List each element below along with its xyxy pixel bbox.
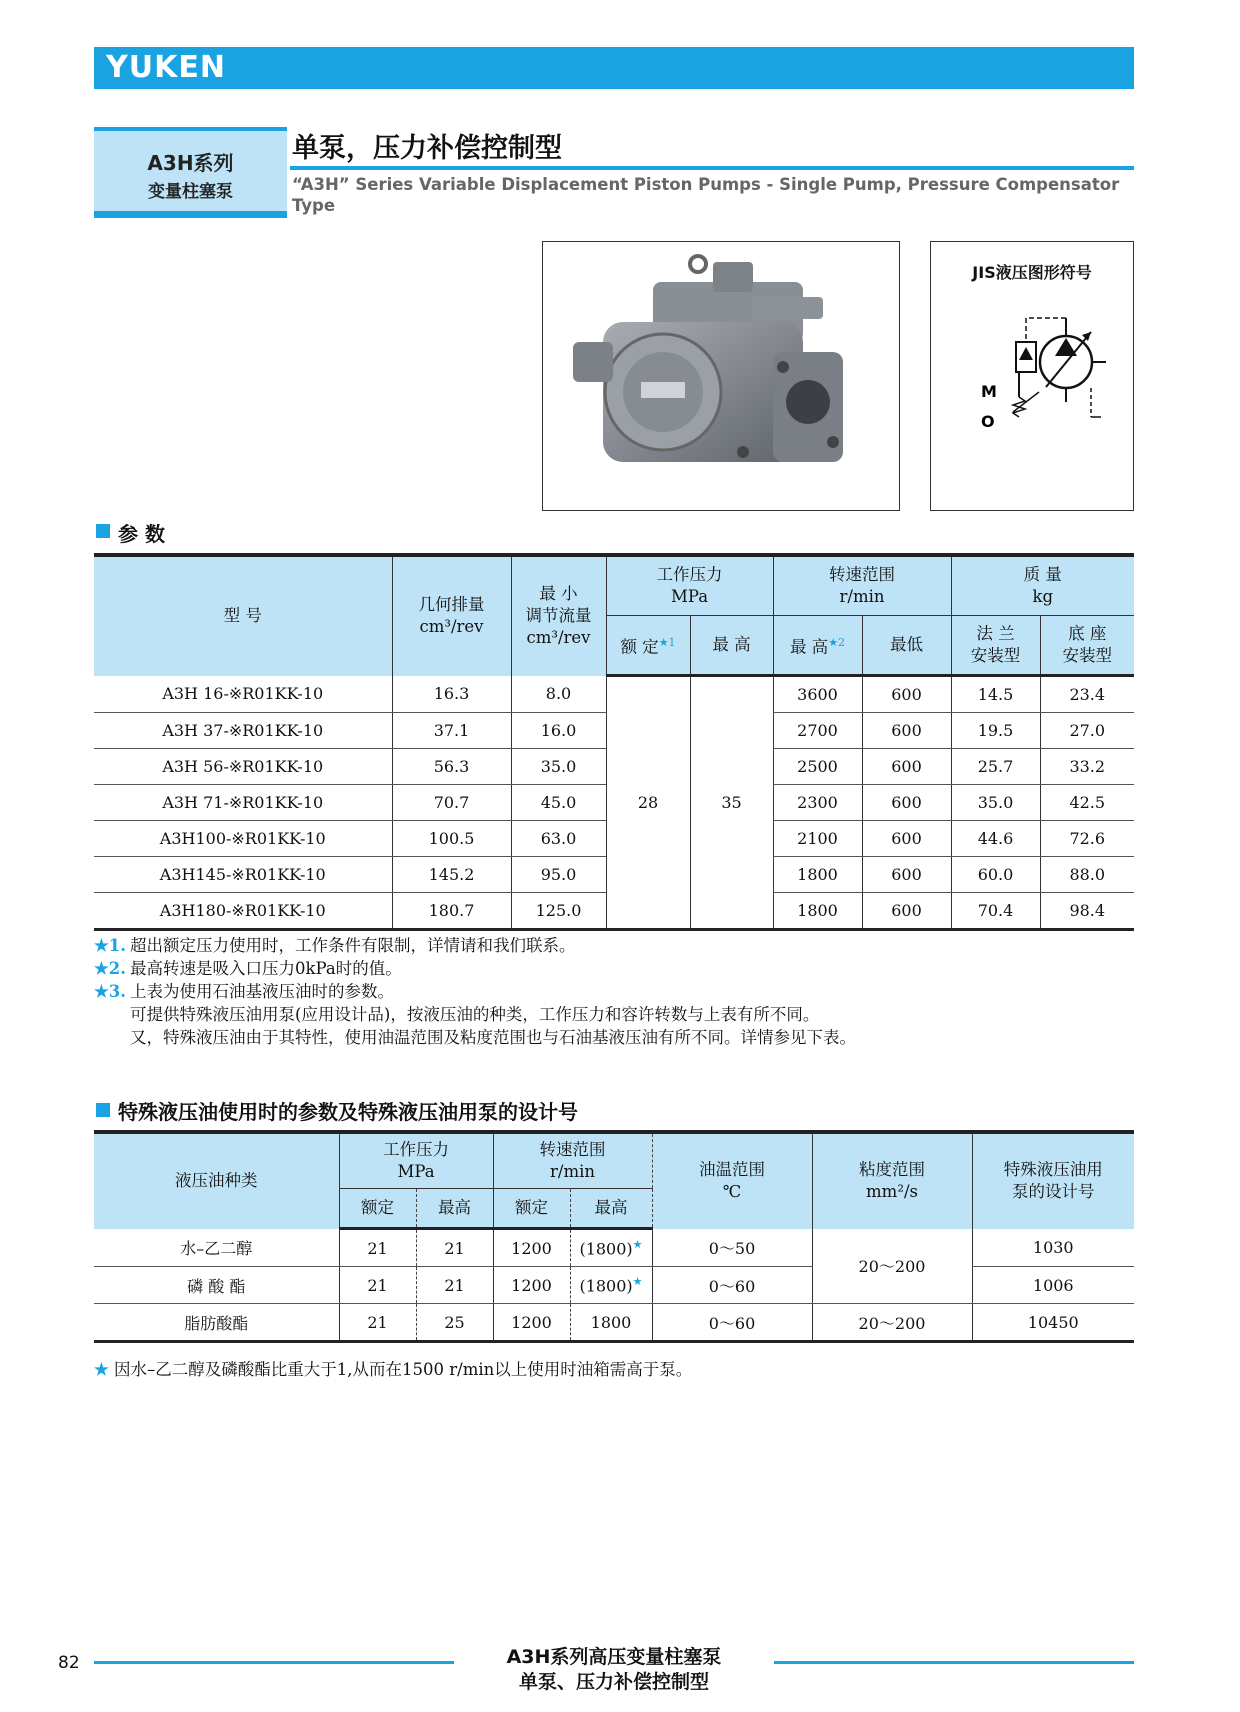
min-speed-cell: 600 <box>862 713 951 749</box>
note-text: 可提供特殊液压油用泵(应用设计品)，按液压油的种类，工作压力和容许转数与上表有所不同。 <box>130 1005 820 1024</box>
max-pressure-cell: 25 <box>416 1304 493 1342</box>
base-mass-cell: 72.6 <box>1040 821 1134 857</box>
base-mass-cell: 33.2 <box>1040 749 1134 785</box>
special-fluid-table <box>94 1130 1134 1343</box>
note-mark: ★1. <box>94 936 127 955</box>
oil-temp-cell: 0～50 <box>652 1229 812 1267</box>
footer-rule-right <box>774 1661 1134 1664</box>
fluid-cell: 水–乙二醇 <box>94 1229 339 1267</box>
max-speed-cell: 1800 <box>773 893 862 930</box>
header-fluid-type: 液压油种类 <box>94 1132 339 1229</box>
flange-mass-cell: 44.6 <box>951 821 1040 857</box>
pump-photo-icon <box>543 242 899 510</box>
header-base-mount: 底 座 安装型 <box>1040 616 1134 676</box>
note-line <box>94 980 1134 1003</box>
viscosity-cell: 20～200 <box>812 1229 972 1304</box>
header-mass: 质 量 kg <box>951 555 1134 616</box>
model-cell: A3H100-※R01KK-10 <box>94 821 392 857</box>
fluid-cell: 磷 酸 酯 <box>94 1267 339 1304</box>
flange-mass-cell: 19.5 <box>951 713 1040 749</box>
header-pressure: 工作压力 MPa <box>339 1132 493 1189</box>
pump-photo <box>542 241 900 511</box>
base-mass-cell: 23.4 <box>1040 676 1134 713</box>
rated-pressure-cell: 28 <box>606 676 690 930</box>
page-number: 82 <box>58 1653 80 1673</box>
header-min-flow: 最 小 调节流量 cm³/rev <box>511 555 606 676</box>
hydraulic-symbol-icon <box>951 302 1121 452</box>
design-number-cell: 1006 <box>972 1267 1134 1304</box>
header-displacement: 几何排量 cm³/rev <box>392 555 511 676</box>
header-rated-speed: 额定 <box>493 1189 570 1229</box>
model-cell: A3H 16-※R01KK-10 <box>94 676 392 713</box>
max-speed-cell: 2700 <box>773 713 862 749</box>
min-flow-cell: 63.0 <box>511 821 606 857</box>
symbol-label-m: M <box>981 382 997 401</box>
max-speed-cell: 3600 <box>773 676 862 713</box>
note-line <box>94 957 1134 980</box>
min-speed-cell: 600 <box>862 749 951 785</box>
page-title: 单泵，压力补偿控制型 <box>292 133 562 164</box>
note-line <box>94 1026 1134 1049</box>
section-marker <box>96 524 110 538</box>
max-speed-value: (1800) <box>579 1239 633 1259</box>
min-speed-cell: 600 <box>862 893 951 930</box>
header-speed: 转速范围 r/min <box>773 555 951 616</box>
displacement-cell: 100.5 <box>392 821 511 857</box>
footnote-star: ★ <box>632 1274 643 1288</box>
header-max-speed: 最高 <box>570 1189 652 1229</box>
model-cell: A3H145-※R01KK-10 <box>94 857 392 893</box>
min-flow-cell: 16.0 <box>511 713 606 749</box>
displacement-cell: 16.3 <box>392 676 511 713</box>
note-text: 因水–乙二醇及磷酸酯比重大于1,从而在1500 r/min以上使用时油箱需高于泵。 <box>114 1360 693 1379</box>
displacement-cell: 37.1 <box>392 713 511 749</box>
displacement-cell: 145.2 <box>392 857 511 893</box>
min-speed-cell: 600 <box>862 857 951 893</box>
series-type: 变量柱塞泵 <box>148 182 233 202</box>
model-cell: A3H 71-※R01KK-10 <box>94 785 392 821</box>
header-max-pressure: 最 高 <box>690 616 773 676</box>
min-speed-cell: 600 <box>862 821 951 857</box>
max-speed-cell: 1800 <box>773 857 862 893</box>
max-speed-value: (1800) <box>579 1276 633 1296</box>
rated-pressure-cell: 21 <box>339 1267 416 1304</box>
table-row <box>94 1229 1134 1267</box>
table-row <box>94 676 1134 713</box>
max-speed-cell: 2100 <box>773 821 862 857</box>
table-row <box>94 1267 1134 1304</box>
design-number-cell: 10450 <box>972 1304 1134 1342</box>
max-speed-value: 1800 <box>590 1312 632 1332</box>
model-cell: A3H180-※R01KK-10 <box>159 901 326 920</box>
header-viscosity: 粘度范围 mm²/s <box>812 1132 972 1229</box>
series-badge <box>94 127 287 218</box>
jis-symbol-panel <box>930 241 1134 511</box>
flange-mass-cell: 25.7 <box>951 749 1040 785</box>
max-pressure-cell: 21 <box>416 1229 493 1267</box>
min-flow-cell: 45.0 <box>511 785 606 821</box>
base-mass-cell: 42.5 <box>1040 785 1134 821</box>
header-oil-temp: 油温范围 ℃ <box>652 1132 812 1229</box>
header-model: 型 号 <box>94 555 392 676</box>
oil-temp-cell: 0～60 <box>652 1304 812 1342</box>
rated-speed-cell: 1200 <box>493 1267 570 1304</box>
flange-mass-cell: 60.0 <box>951 857 1040 893</box>
min-flow-cell: 95.0 <box>511 857 606 893</box>
max-speed-cell: 2300 <box>773 785 862 821</box>
yuken-logo: YUKEN <box>106 50 226 85</box>
note-text: 最高转速是吸入口压力0kPa时的值。 <box>130 959 402 978</box>
max-speed-cell <box>570 1304 652 1342</box>
model-cell: A3H 56-※R01KK-10 <box>94 749 392 785</box>
note-line <box>94 1003 1134 1026</box>
footnote-star: ★ <box>632 1237 643 1251</box>
note-line <box>94 934 1134 957</box>
oil-temp-cell: 0～60 <box>652 1267 812 1304</box>
base-mass-cell: 98.4 <box>1040 893 1134 930</box>
header-rated-pressure: 额定 <box>339 1189 416 1229</box>
footer-rule-left <box>94 1661 454 1664</box>
rated-speed-cell: 1200 <box>493 1229 570 1267</box>
series-name: A3H系列 <box>147 151 234 175</box>
footer-series-title: A3H系列高压变量柱塞泵 <box>506 1646 722 1668</box>
header-max-speed: 最 高$^{★2}$ <box>773 616 862 676</box>
section-title-special-fluids: 特殊液压油使用时的参数及特殊液压油用泵的设计号 <box>118 1100 578 1124</box>
rated-speed-cell: 1200 <box>493 1304 570 1342</box>
section-title-parameters: 参 数 <box>118 522 165 546</box>
notes-parameters <box>94 934 1134 1049</box>
fluid-cell: 脂肪酸酯 <box>184 1313 249 1333</box>
header-pressure: 工作压力 MPa <box>606 555 773 616</box>
min-flow-cell: 125.0 <box>511 893 606 930</box>
header-design-number: 特殊液压油用 泵的设计号 <box>972 1132 1134 1229</box>
page-subtitle: “A3H” Series Variable Displacement Piston Pumps - Single Pump, Pressure Compensator Type <box>292 175 1120 215</box>
rated-pressure-cell: 21 <box>339 1304 416 1342</box>
symbol-label-o: O <box>981 412 995 431</box>
flange-mass-cell: 35.0 <box>951 785 1040 821</box>
max-pressure-cell: 21 <box>416 1267 493 1304</box>
header-rated-pressure: 额 定$^{★1}$ <box>606 616 690 676</box>
note-text: 上表为使用石油基液压油时的参数。 <box>130 982 394 1001</box>
max-speed-cell <box>570 1229 652 1267</box>
max-speed-cell <box>570 1267 652 1304</box>
note-mark: ★3. <box>94 982 127 1001</box>
footer-subtitle: 单泵、压力补偿控制型 <box>518 1671 709 1693</box>
rated-pressure-cell: 21 <box>339 1229 416 1267</box>
note-star: ★ <box>94 1360 109 1379</box>
max-pressure-cell: 35 <box>690 676 773 930</box>
min-speed-cell: 600 <box>862 785 951 821</box>
note-text: 超出额定压力使用时，工作条件有限制，详情请和我们联系。 <box>130 936 576 955</box>
title-rule <box>290 166 1134 170</box>
displacement-cell: 56.3 <box>392 749 511 785</box>
min-speed-cell: 600 <box>862 676 951 713</box>
flange-mass-cell: 70.4 <box>951 893 1040 930</box>
min-flow-cell: 8.0 <box>511 676 606 713</box>
note-text: 又，特殊液压油由于其特性，使用油温范围及粘度范围也与石油基液压油有所不同。详情参见下表。 <box>130 1028 856 1047</box>
header-min-speed: 最低 <box>862 616 951 676</box>
base-mass-cell: 88.0 <box>1040 857 1134 893</box>
parameters-table <box>94 553 1134 931</box>
viscosity-cell: 20～200 <box>812 1304 972 1342</box>
header-speed: 转速范围 r/min <box>493 1132 652 1189</box>
header-flange-mount: 法 兰 安装型 <box>951 616 1040 676</box>
header-max-pressure: 最高 <box>416 1189 493 1229</box>
table-row <box>94 1304 1134 1342</box>
flange-mass-cell: 14.5 <box>951 676 1040 713</box>
section-marker <box>96 1103 110 1117</box>
base-mass-cell: 27.0 <box>1040 713 1134 749</box>
max-speed-cell: 2500 <box>773 749 862 785</box>
note-mark: ★2. <box>94 959 127 978</box>
design-number-cell: 1030 <box>972 1229 1134 1267</box>
header-bar <box>94 47 1134 89</box>
displacement-cell: 180.7 <box>392 893 511 930</box>
note-specific-gravity <box>94 1358 1134 1381</box>
displacement-cell: 70.7 <box>392 785 511 821</box>
symbol-title: JIS液压图形符号 <box>972 263 1092 282</box>
min-flow-cell: 35.0 <box>511 749 606 785</box>
model-cell: A3H 37-※R01KK-10 <box>94 713 392 749</box>
